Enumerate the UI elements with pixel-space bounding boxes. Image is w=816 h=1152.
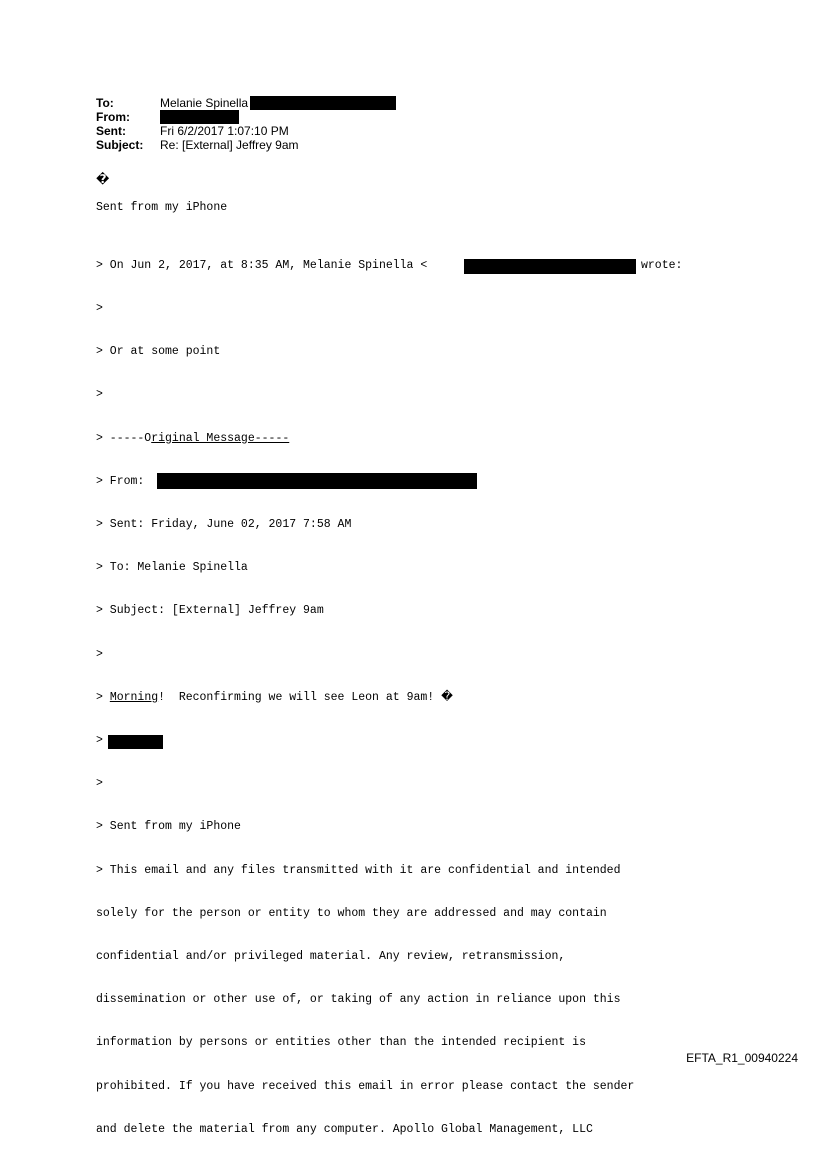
- quoted-sent-line: > Sent: Friday, June 02, 2017 7:58 AM: [96, 518, 352, 532]
- to-row: [96, 96, 396, 110]
- redaction-box: [108, 735, 163, 749]
- from-row: [96, 110, 396, 124]
- redaction-box: [160, 110, 239, 124]
- sent-row: [96, 124, 396, 138]
- subject-value: Re: [External] Jeffrey 9am: [160, 138, 299, 152]
- quoted-subject-line: > Subject: [External] Jeffrey 9am: [96, 604, 324, 618]
- quoted-message: [96, 230, 683, 1152]
- email-header: [96, 96, 396, 152]
- quote-blank-line: >: [96, 647, 103, 661]
- quote-blank-line: >: [96, 777, 103, 791]
- disclaimer-line: confidential and/or privileged material. Any review, retransmission,: [96, 950, 566, 964]
- document-id: EFTA_R1_00940224: [686, 1051, 798, 1065]
- from-label: From:: [96, 110, 130, 124]
- to-label: To:: [96, 96, 114, 110]
- quote-intro: [96, 258, 683, 273]
- quote-intro-start: > On Jun 2, 2017, at 8:35 AM, Melanie Spinella <: [96, 258, 428, 272]
- sent-from-line: Sent from my iPhone: [96, 201, 228, 214]
- disclaimer-line: > This email and any files transmitted with it are confidential and intended: [96, 863, 621, 877]
- disclaimer-line: information by persons or entities other than the intended recipient is: [96, 1036, 586, 1050]
- quote-blank-line: >: [96, 302, 103, 316]
- disclaimer-line: dissemination or other use of, or taking of any action in reliance upon this: [96, 993, 621, 1007]
- disclaimer-line: solely for the person or entity to whom they are addressed and may contain: [96, 906, 607, 920]
- quoted-sent-from-line: > Sent from my iPhone: [96, 820, 241, 834]
- original-message-divider: > -----Original Message-----: [96, 431, 290, 445]
- redaction-box: [157, 473, 477, 489]
- quoted-from-line: > From:: [96, 475, 634, 489]
- redaction-box: [464, 259, 636, 274]
- to-value: Melanie Spinella: [160, 96, 249, 110]
- sent-value: Fri 6/2/2017 1:07:10 PM: [160, 124, 289, 138]
- morning-line: > Morning! Reconfirming we will see Leon at 9am! �: [96, 690, 453, 704]
- replacement-glyph: �: [96, 172, 110, 186]
- redaction-box: [250, 96, 396, 110]
- subject-row: [96, 138, 396, 152]
- quoted-to-line: > To: Melanie Spinella: [96, 561, 248, 575]
- disclaimer-line: prohibited. If you have received this email in error please contact the sender: [96, 1079, 635, 1093]
- signature-redacted-line: >: [96, 734, 634, 748]
- or-at-some-point: > Or at some point: [96, 345, 221, 359]
- sent-label: Sent:: [96, 124, 126, 138]
- subject-label: Subject:: [96, 138, 144, 152]
- quote-blank-line: >: [96, 388, 103, 402]
- quote-intro-end: wrote:: [641, 258, 683, 272]
- disclaimer-line: and delete the material from any computer. Apollo Global Management, LLC: [96, 1122, 593, 1136]
